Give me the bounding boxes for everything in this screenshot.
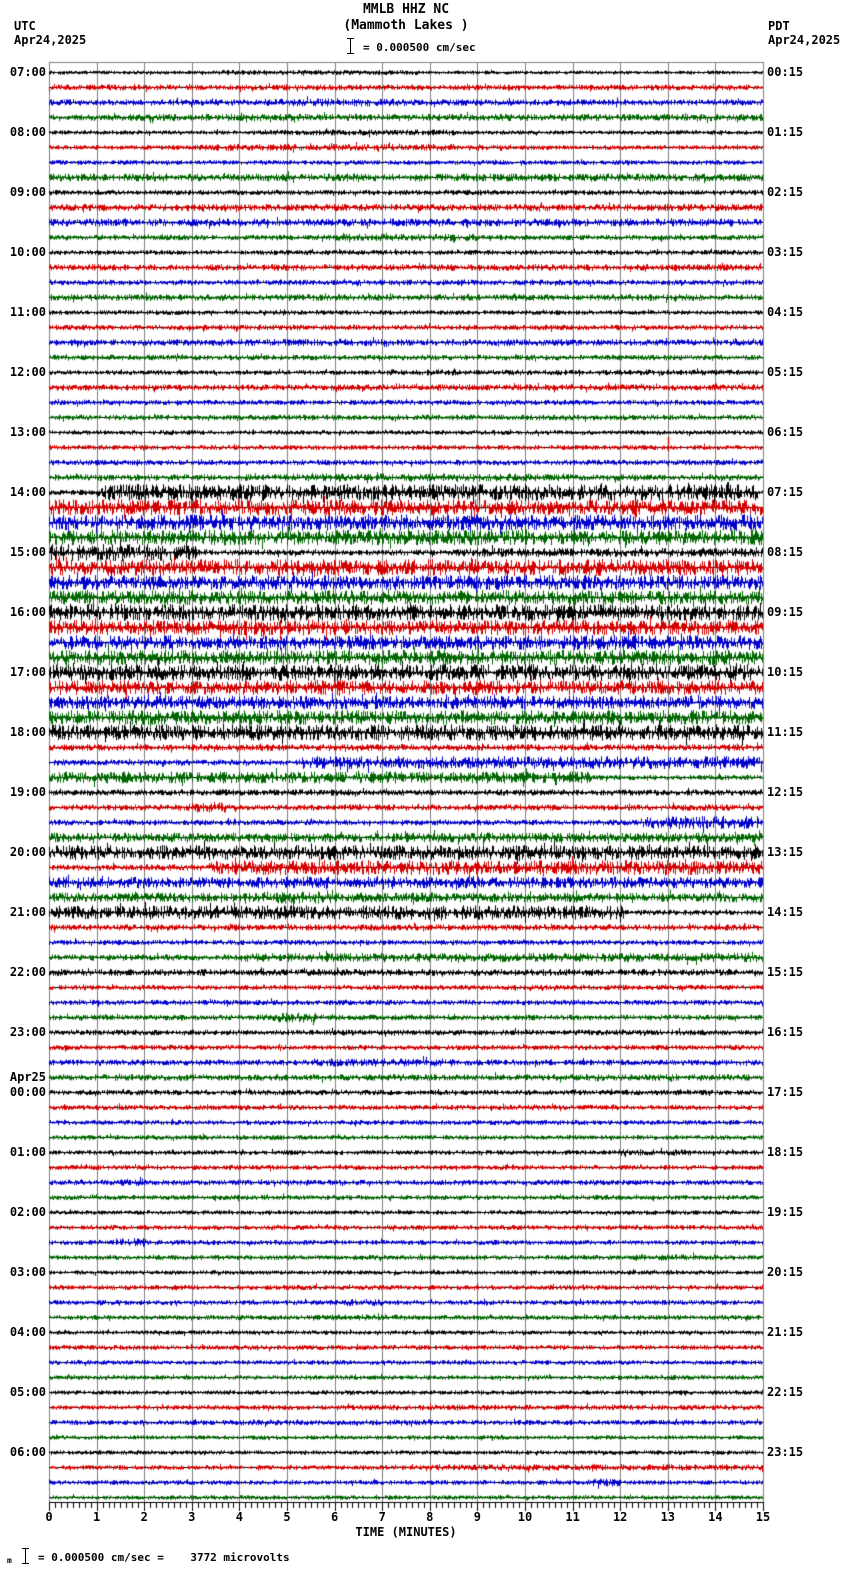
pdt-hour-label: 10:15 <box>767 665 804 679</box>
pdt-hour-label: 07:15 <box>767 485 804 499</box>
utc-hour-label: 14:00 <box>9 485 46 499</box>
pdt-timezone-label: PDT <box>768 19 790 33</box>
utc-hour-label: 18:00 <box>9 725 46 739</box>
pdt-hour-label: 08:15 <box>767 545 804 559</box>
utc-hour-label: 10:00 <box>9 245 46 259</box>
utc-hour-label: 11:00 <box>9 305 46 319</box>
utc-hour-label: 04:00 <box>9 1325 46 1339</box>
x-tick-label: 10 <box>517 1510 533 1524</box>
footer-prefix: m <box>7 1556 12 1565</box>
x-tick-label: 1 <box>92 1510 101 1524</box>
scale-label: = 0.000500 cm/sec <box>363 41 476 54</box>
pdt-hour-label: 18:15 <box>767 1145 804 1159</box>
pdt-hour-label: 05:15 <box>767 365 804 379</box>
pdt-hour-label: 16:15 <box>767 1025 804 1039</box>
utc-hour-label: 22:00 <box>9 965 46 979</box>
pdt-hour-label: 06:15 <box>767 425 804 439</box>
station-title: MMLB HHZ NC <box>362 2 450 17</box>
pdt-hour-label: 01:15 <box>767 125 804 139</box>
x-tick-label: 13 <box>660 1510 676 1524</box>
utc-hour-label: 16:00 <box>9 605 46 619</box>
footer-scale-label: = 0.000500 cm/sec = 3772 microvolts <box>38 1551 290 1564</box>
pdt-hour-label: 22:15 <box>767 1385 804 1399</box>
utc-hour-label: 20:00 <box>9 845 46 859</box>
utc-hour-label: 23:00 <box>9 1025 46 1039</box>
x-axis-title: TIME (MINUTES) <box>355 1525 457 1539</box>
utc-hour-label: 19:00 <box>9 785 46 799</box>
x-tick-label: 9 <box>473 1510 481 1524</box>
utc-hour-label: 07:00 <box>9 65 46 79</box>
utc-hour-label: 05:00 <box>9 1385 46 1399</box>
pdt-hour-label: 17:15 <box>767 1085 804 1099</box>
pdt-hour-label: 12:15 <box>767 785 804 799</box>
pdt-hour-label: 03:15 <box>767 245 804 259</box>
pdt-date-label: Apr24,2025 <box>768 33 841 47</box>
x-tick-label: 7 <box>378 1510 386 1524</box>
pdt-hour-label: 04:15 <box>767 305 804 319</box>
pdt-hour-label: 21:15 <box>767 1325 804 1339</box>
station-subtitle: (Mammoth Lakes ) <box>343 18 469 33</box>
pdt-hour-label: 00:15 <box>767 65 804 79</box>
utc-hour-label: 03:00 <box>9 1265 46 1279</box>
utc-hour-label: 08:00 <box>9 125 46 139</box>
utc-hour-label: 21:00 <box>9 905 46 919</box>
x-tick-label: 11 <box>565 1510 580 1524</box>
x-tick-label: 3 <box>188 1510 196 1524</box>
x-tick-label: 12 <box>612 1510 628 1524</box>
utc-hour-label: 15:00 <box>9 545 46 559</box>
pdt-hour-label: 02:15 <box>767 185 804 199</box>
footer-scale-bar-icon <box>21 1548 30 1564</box>
utc-hour-label: 00:00 <box>9 1085 46 1099</box>
utc-hour-label: 13:00 <box>9 425 46 439</box>
x-tick-label: 6 <box>330 1510 339 1524</box>
pdt-hour-label: 09:15 <box>767 605 804 619</box>
x-tick-label: 15 <box>755 1510 771 1524</box>
scale-bar-icon <box>346 38 355 54</box>
pdt-hour-label: 23:15 <box>767 1445 804 1459</box>
x-tick-label: 5 <box>283 1510 291 1524</box>
pdt-hour-label: 19:15 <box>767 1205 804 1219</box>
pdt-hour-label: 14:15 <box>767 905 804 919</box>
utc-hour-label: 02:00 <box>9 1205 46 1219</box>
pdt-hour-label: 11:15 <box>767 725 804 739</box>
utc-hour-label: 06:00 <box>9 1445 46 1459</box>
utc-hour-label: 12:00 <box>9 365 46 379</box>
utc-hour-label: 01:00 <box>9 1145 46 1159</box>
x-tick-label: 8 <box>426 1510 434 1524</box>
x-tick-label: 0 <box>45 1510 53 1524</box>
x-tick-label: 14 <box>708 1510 723 1524</box>
utc-timezone-label: UTC <box>14 19 36 33</box>
pdt-hour-label: 15:15 <box>767 965 804 979</box>
utc-hour-label: 17:00 <box>9 665 46 679</box>
utc-date-label: Apr24,2025 <box>14 33 87 47</box>
pdt-hour-label: 13:15 <box>767 845 804 859</box>
x-tick-label: 4 <box>235 1510 243 1524</box>
pdt-hour-label: 20:15 <box>767 1265 804 1279</box>
utc-hour-label: 09:00 <box>9 185 46 199</box>
utc-rollover-date-label: Apr25 <box>9 1070 46 1084</box>
x-tick-label: 2 <box>140 1510 148 1524</box>
